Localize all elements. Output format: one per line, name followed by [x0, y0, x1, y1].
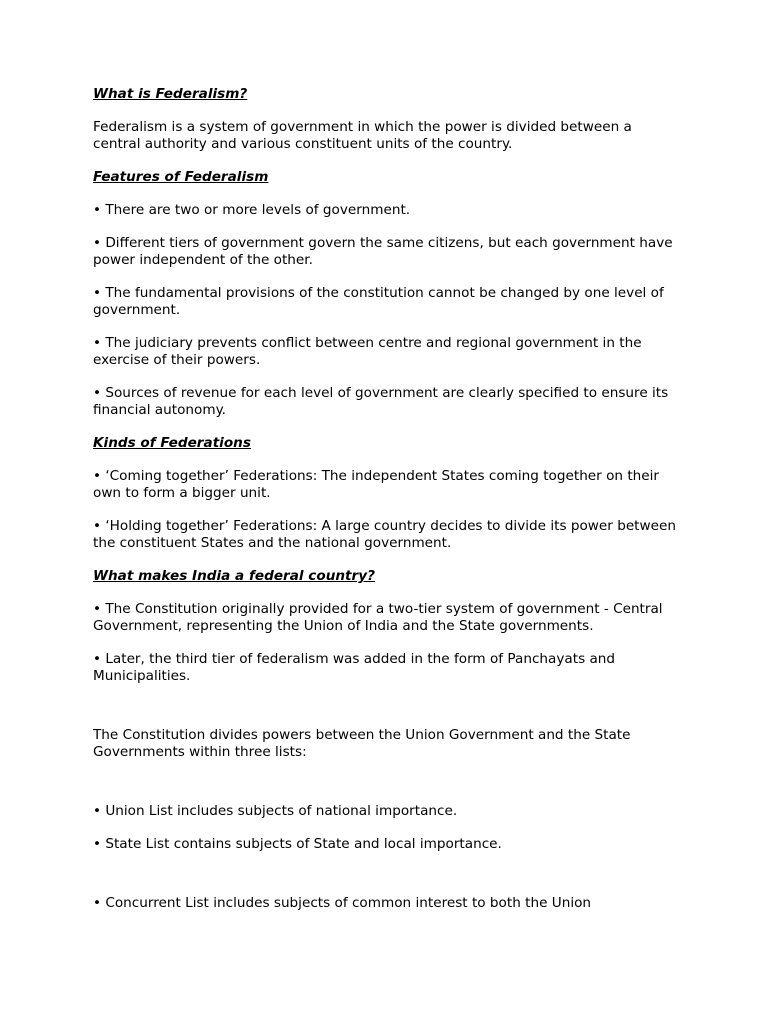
india-item-two-tier: • The Constitution originally provided for a two-tier system of government - Central Government, representing the Union of India and the State governments. — [93, 601, 663, 634]
heading-india-federal: What makes India a federal country? — [93, 568, 376, 584]
feature-item-3: • The fundamental provisions of the constitution cannot be changed by one level of government. — [93, 285, 664, 318]
kind-item-coming-together: • ‘Coming together’ Federations: The independent States coming together on their own to form a bigger unit. — [93, 468, 660, 501]
feature-item-5: • Sources of revenue for each level of government are clearly specified to ensure its financial autonomy. — [93, 385, 669, 418]
list-item-concurrent: • Concurrent List includes subjects of common interest to both the Union — [93, 895, 592, 911]
paragraph-three-lists-intro: The Constitution divides powers between the Union Government and the State Governments within three lists: — [93, 727, 631, 760]
feature-item-4: • The judiciary prevents conflict between centre and regional government in the exercise of their powers. — [93, 335, 642, 368]
india-item-third-tier: • Later, the third tier of federalism was added in the form of Panchayats and Municipalities. — [93, 651, 616, 684]
heading-what-is-federalism: What is Federalism? — [93, 86, 248, 102]
feature-item-1: • There are two or more levels of government. — [93, 202, 411, 218]
paragraph-definition: Federalism is a system of government in which the power is divided between a central authority and various constituent units of the country. — [93, 119, 632, 152]
list-item-union: • Union List includes subjects of national importance. — [93, 803, 458, 819]
heading-features-of-federalism: Features of Federalism — [93, 169, 269, 185]
heading-kinds-of-federations: Kinds of Federations — [93, 435, 251, 451]
document-body — [93, 86, 683, 928]
kind-item-holding-together: • ‘Holding together’ Federations: A large country decides to divide its power between the constituent States and the national government. — [93, 518, 676, 551]
feature-item-2: • Different tiers of government govern the same citizens, but each government have power independent of the other. — [93, 235, 673, 268]
list-item-state: • State List contains subjects of State and local importance. — [93, 836, 502, 852]
